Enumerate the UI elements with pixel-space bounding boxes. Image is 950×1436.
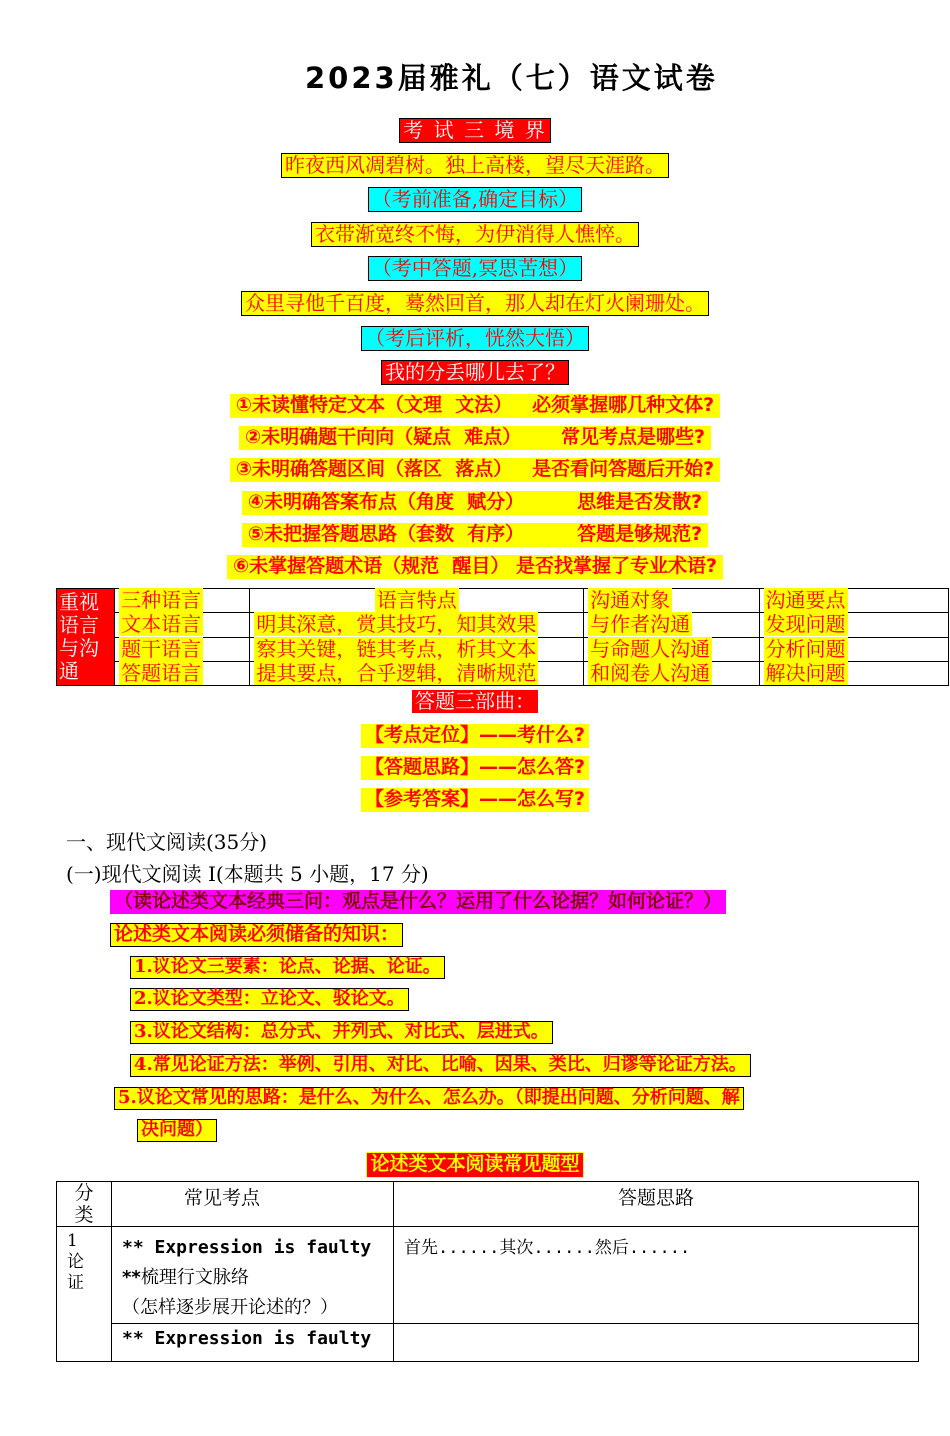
qt-category: 1论证 [67, 1231, 84, 1293]
knowledge-item-3-wrap [130, 1021, 553, 1044]
language-table [56, 588, 949, 686]
step-1: 【考点定位】——考什么? [361, 724, 589, 748]
table-cell [759, 661, 948, 685]
table-row [57, 613, 949, 637]
reason-6-wrap [0, 555, 950, 579]
qt-header-point [112, 1182, 394, 1227]
realms-heading: 考 试 三 境 界 [399, 118, 550, 143]
lang-header-cell [115, 589, 250, 613]
lang-header-cell [250, 589, 584, 613]
cell-text: 与命题人沟通 [590, 636, 711, 661]
knowledge-item-1-wrap [130, 956, 445, 979]
table-cell [584, 661, 759, 685]
lang-header-cell [584, 589, 759, 613]
table-row [57, 637, 949, 661]
qt-header-category [57, 1182, 112, 1227]
table-cell [250, 637, 584, 661]
qt-point-1-line2-prefix: ** [122, 1267, 141, 1288]
cell-text: 提其要点，合乎逻辑，清晰规范 [256, 660, 537, 685]
knowledge-item-5b-wrap [137, 1119, 217, 1142]
section-subtitle: (一)现代文阅读 I(本题共 5 小题，17 分) [66, 862, 429, 886]
qt-approach-cell [394, 1227, 919, 1324]
reason-6: ⑥未掌握答题术语（规范 醒目） 是否找掌握了专业术语? [227, 555, 723, 579]
cell-text: 和阅卷人沟通 [590, 660, 711, 685]
table-cell [584, 637, 759, 661]
table-cell [584, 613, 759, 637]
cell-text: 文本语言 [121, 612, 202, 637]
realm-2-poem: 衣带渐宽终不悔，为伊消得人憔悴。 [311, 222, 639, 247]
step-3: 【参考答案】——怎么写? [361, 788, 589, 812]
knowledge-heading-wrap [110, 923, 403, 947]
knowledge-item-5: 5.议论文常见的思路：是什么、为什么、怎么办。（即提出问题、分析问题、解 [114, 1087, 744, 1110]
lang-header-feature: 语言特点 [376, 588, 457, 613]
realm-2-note: （考中答题,冥思苦想） [368, 256, 582, 281]
table-row [57, 1227, 919, 1324]
lang-header-type: 三种语言 [121, 588, 202, 613]
step-2: 【答题思路】——怎么答? [361, 756, 589, 780]
page-title: 2023届雅礼（七）语文试卷 [305, 61, 718, 95]
cell-text: 察其关键，链其考点，析其文本 [256, 636, 537, 661]
knowledge-item-4-wrap [130, 1054, 751, 1077]
step-2-wrap [0, 756, 950, 780]
realm-3-note: （考后评析，恍然大悟） [361, 326, 589, 351]
lost-points-question: 我的分丢哪儿去了？ [381, 360, 569, 385]
reason-3: ③未明确答题区间（落区 落点） 是否看问答题后开始? [230, 458, 720, 482]
reason-3-wrap [0, 458, 950, 482]
qt-header-approach-text: 答题思路 [617, 1187, 694, 1209]
table-row [57, 1324, 919, 1362]
qt-approach-1: 首先......其次......然后...... [404, 1238, 691, 1258]
knowledge-item-1: 1.议论文三要素：论点、论据、论证。 [130, 956, 445, 979]
reason-2-wrap [0, 426, 950, 450]
question-wrap [0, 360, 950, 385]
realm-2-poem-wrap [0, 222, 950, 247]
knowledge-item-4: 4.常见论证方法：举例、引用、对比、比喻、因果、类比、归谬等论证方法。 [130, 1054, 751, 1077]
step-1-wrap [0, 724, 950, 748]
realm-1-poem-wrap [0, 153, 950, 178]
question-types-table [56, 1181, 919, 1362]
magenta-note-wrap [110, 890, 726, 914]
steps-heading: 答题三部曲： [412, 690, 538, 713]
realm-3-poem-wrap [0, 291, 950, 316]
cell-text: 分析问题 [765, 636, 846, 661]
knowledge-item-5-cont: 决问题） [137, 1119, 217, 1142]
cell-text: 明其深意，赏其技巧，知其效果 [256, 612, 537, 637]
qt-point-cell [112, 1324, 394, 1362]
steps-heading-wrap [0, 690, 950, 713]
qt-point-1-line3: （怎样逐步展开论述的？） [122, 1297, 338, 1318]
table-row [57, 661, 949, 685]
knowledge-item-2: 2.议论文类型：立论文、驳论文。 [130, 988, 409, 1011]
qt-header-point-text: 常见考点 [183, 1187, 260, 1209]
lang-header-cell [759, 589, 948, 613]
magenta-note: （读论述类文本经典三问：观点是什么？运用了什么论据？如何论证？） [110, 890, 726, 914]
table-cell [115, 613, 250, 637]
table-cell [115, 637, 250, 661]
knowledge-item-2-wrap [130, 988, 409, 1011]
lang-header-point: 沟通要点 [765, 588, 846, 613]
realms-heading-wrap [0, 118, 950, 143]
reason-1: ①未读懂特定文本（文理 文法） 必须掌握哪几种文体? [230, 394, 720, 418]
step-3-wrap [0, 788, 950, 812]
qt-approach-cell [394, 1324, 919, 1362]
cell-text: 与作者沟通 [590, 612, 691, 637]
qt-point-1-line1: ** Expression is faulty [122, 1237, 372, 1258]
lang-header-target: 沟通对象 [590, 588, 671, 613]
realm-3-poem: 众里寻他千百度，蓦然回首，那人却在灯火阑珊处。 [241, 291, 709, 316]
realm-1-poem: 昨夜西风凋碧树。独上高楼，望尽天涯路。 [281, 153, 669, 178]
realm-2-note-wrap [0, 256, 950, 281]
table-cell [115, 661, 250, 685]
cell-text: 解决问题 [765, 660, 846, 685]
knowledge-heading: 论述类文本阅读必须储备的知识： [110, 923, 403, 947]
qt-header-approach [394, 1182, 919, 1227]
cell-text: 发现问题 [765, 612, 846, 637]
cell-text: 答题语言 [121, 660, 202, 685]
realm-3-note-wrap [0, 326, 950, 351]
table-cell [759, 613, 948, 637]
reason-5-wrap [0, 523, 950, 547]
reason-4: ④未明确答案布点（角度 赋分） 思维是否发散? [242, 491, 708, 515]
realm-1-note: （考前准备,确定目标） [368, 187, 582, 212]
knowledge-item-3: 3.议论文结构：总分式、并列式、对比式、层进式。 [130, 1021, 553, 1044]
qtypes-heading-wrap [0, 1152, 950, 1178]
reason-1-wrap [0, 394, 950, 418]
qt-point-1-line2-wrap [122, 1263, 393, 1293]
qt-header-category-text: 分类 [74, 1182, 94, 1226]
reason-5: ⑤未把握答题思路（套数 有序） 答题是够规范? [242, 523, 708, 547]
realm-1-note-wrap [0, 187, 950, 212]
qtypes-heading: 论述类文本阅读常见题型 [366, 1152, 583, 1178]
cell-text: 题干语言 [121, 636, 202, 661]
reason-4-wrap [0, 491, 950, 515]
qt-point-cell [112, 1227, 394, 1324]
section-title: 一、现代文阅读(35分) [66, 830, 268, 854]
table-cell [759, 637, 948, 661]
qt-point-2-line1: ** Expression is faulty [122, 1328, 372, 1349]
language-side-label: 重视语言与沟通 [57, 589, 115, 686]
table-cell [250, 661, 584, 685]
table-cell [250, 613, 584, 637]
qt-category-cell [57, 1227, 112, 1362]
qt-point-1-line2: 梳理行文脉络 [140, 1267, 249, 1288]
knowledge-item-5-wrap [114, 1087, 744, 1110]
reason-2: ②未明确题干向向（疑点 难点） 常见考点是哪些? [239, 426, 711, 450]
